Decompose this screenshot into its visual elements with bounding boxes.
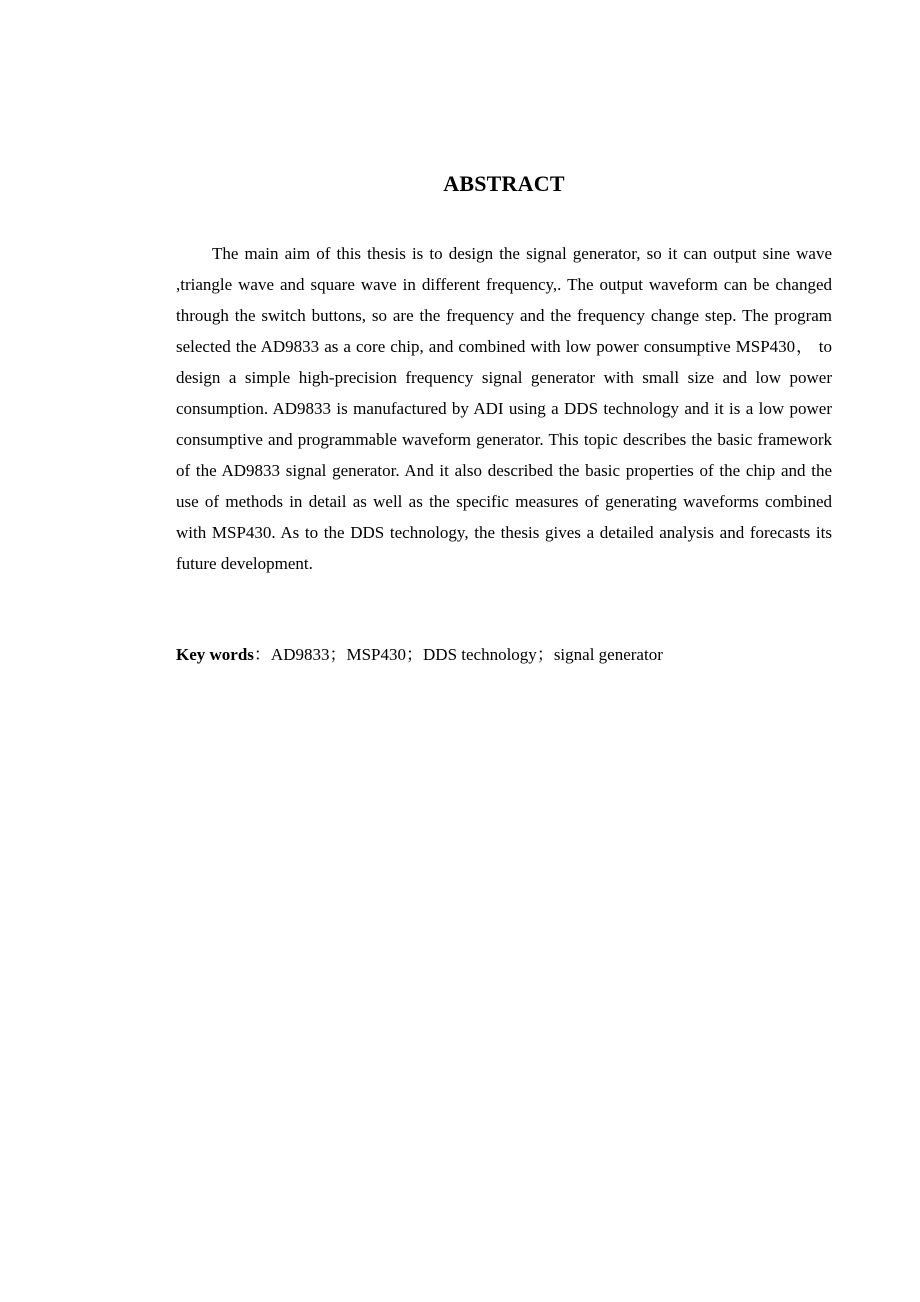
- keywords-label-separator: ：: [253, 645, 271, 664]
- keyword-item: MSP430: [346, 645, 407, 664]
- keyword-separator: ；: [329, 645, 347, 664]
- keyword-separator: ；: [536, 645, 554, 664]
- keyword-separator: ；: [406, 645, 424, 664]
- keyword-item: AD9833: [270, 645, 330, 664]
- keyword-item: DDS technology: [423, 645, 537, 664]
- keyword-item: signal generator: [553, 645, 663, 664]
- abstract-title: ABSTRACT: [443, 171, 565, 196]
- keywords-line: [176, 641, 832, 669]
- keywords-label: Key words: [176, 645, 254, 664]
- abstract-body: The main aim of this thesis is to design the signal generator, so it can output sine wave ,triangle wave and square wave in different frequency,. The output waveform can be changed through the switch buttons, so are the frequency and the frequency change step. The program selected the AD9833 as a core chip, and combined with low power consumptive MSP430， to design a simple high-precision frequency signal generator with small size and low power consumption. AD9833 is manufactured by ADI using a DDS technology and it is a low power consumptive and programmable waveform generator. This topic describes the basic framework of the AD9833 signal generator. And it also described the basic properties of the chip and the use of methods in detail as well as the specific measures of generating waveforms combined with MSP430. As to the DDS technology, the thesis gives a detailed analysis and forecasts its future development.: [176, 244, 832, 573]
